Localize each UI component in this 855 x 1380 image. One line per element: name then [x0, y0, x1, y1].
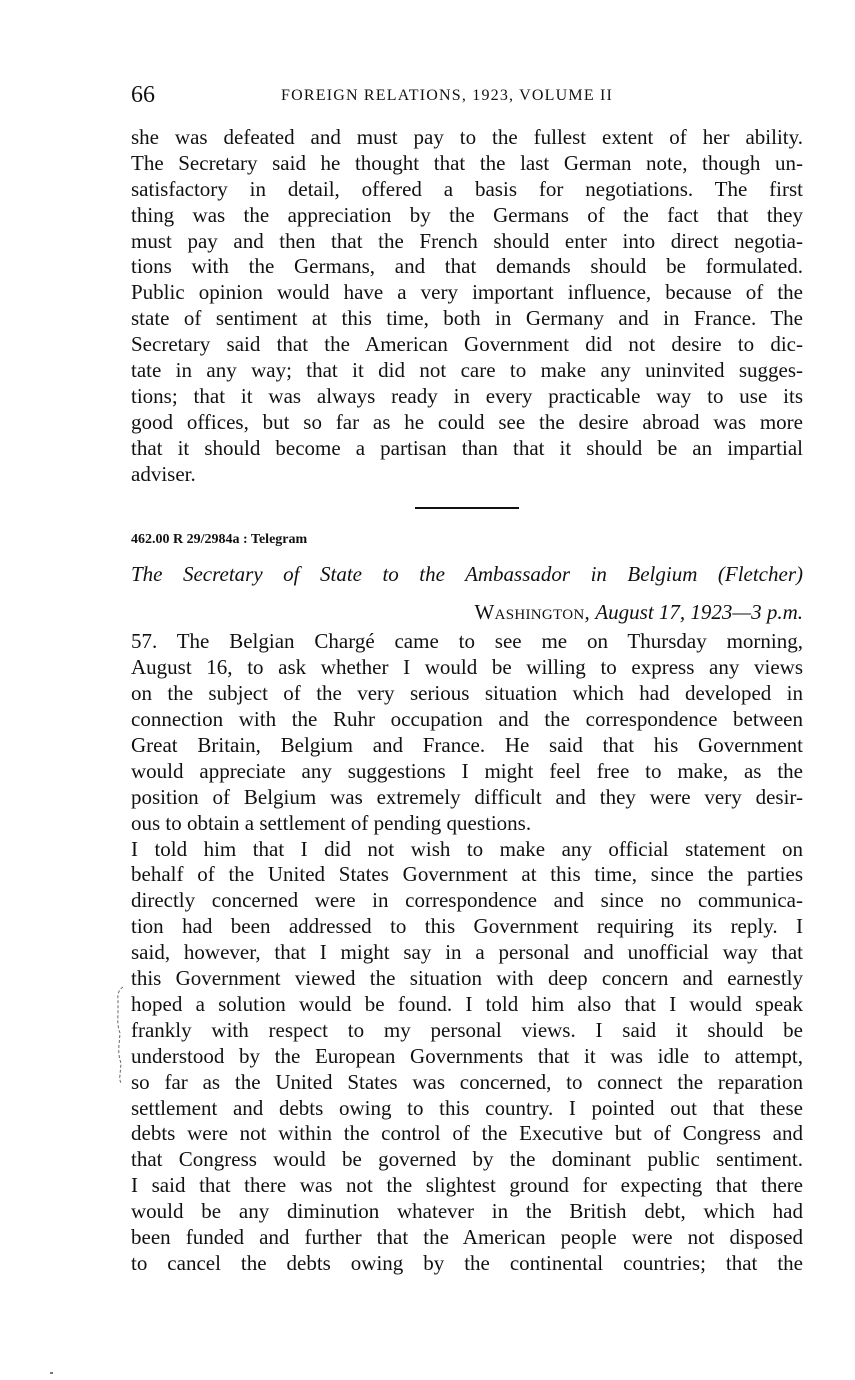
document-title: The Secretary of State to the Ambassador in Belgium (Fletcher) [131, 562, 803, 587]
text-line: understood by the European Governments that it was idle to attempt, [131, 1043, 803, 1068]
dateline-city: Washington, [474, 600, 591, 625]
text-line: that it should become a partisan than that it should be an impartial [131, 435, 803, 460]
text-line: that Congress would be governed by the dominant public sentiment. [131, 1147, 803, 1172]
text-line: hoped a solution would be found. I told him also that I would speak [131, 991, 803, 1016]
text-line: ous to obtain a settlement of pending questions. [131, 810, 532, 835]
margin-bracket-mark [114, 985, 126, 1085]
text-line: directly concerned were in correspondence and since no communica- [131, 888, 803, 913]
section-divider [415, 507, 519, 509]
page-body [131, 125, 803, 1277]
paragraph-2 [131, 629, 803, 836]
text-line: position of Belgium was extremely difficult and they were very desir- [131, 784, 803, 809]
text-line: 57. The Belgian Chargé came to see me on Thursday morning, [131, 629, 803, 654]
text-line: I said that there was not the slightest ground for expecting that there [131, 1173, 803, 1198]
text-line: this Government viewed the situation with deep concern and earnestly [131, 966, 803, 991]
text-line: tion had been addressed to this Government requiring its reply. I [131, 914, 803, 939]
text-line: said, however, that I might say in a personal and unofficial way that [131, 940, 803, 965]
page-header [131, 80, 803, 110]
text-line: would be any diminution whatever in the British debt, which had [131, 1199, 803, 1224]
dateline [131, 595, 803, 629]
text-line: to cancel the debts owing by the continental countries; that the [131, 1250, 803, 1275]
paragraph-3 [131, 837, 803, 1277]
paragraph-1 [131, 125, 803, 487]
text-line: been funded and further that the American people were not disposed [131, 1224, 803, 1249]
text-line: The Secretary said he thought that the last German note, though un- [131, 150, 803, 175]
text-line: Secretary said that the American Government did not desire to dic- [131, 332, 803, 357]
text-line: thing was the appreciation by the Germans of the fact that they [131, 202, 803, 227]
text-line: must pay and then that the French should enter into direct negotia- [131, 228, 803, 253]
text-line: connection with the Ruhr occupation and the correspondence between [131, 707, 803, 732]
text-line: on the subject of the very serious situation which had developed in [131, 681, 803, 706]
text-line: I told him that I did not wish to make any official statement on [131, 836, 803, 861]
text-line: state of sentiment at this time, both in Germany and in France. The [131, 306, 803, 331]
text-line: settlement and debts owing to this country. I pointed out that these [131, 1095, 803, 1120]
text-line: Great Britain, Belgium and France. He said that his Government [131, 733, 803, 758]
file-reference: 462.00 R 29/2984a : Telegram [131, 532, 308, 548]
running-title: FOREIGN RELATIONS, 1923, VOLUME II [281, 87, 614, 104]
text-line: satisfactory in detail, offered a basis for negotiations. The first [131, 176, 803, 201]
text-line: good offices, but so far as he could see the desire abroad was more [131, 409, 803, 434]
text-line: would appreciate any suggestions I might feel free to make, as the [131, 758, 803, 783]
text-line: tate in any way; that it did not care to make any uninvited sugges- [131, 358, 803, 383]
dateline-date: August 17, 1923—3 p.m. [595, 600, 803, 625]
text-line: so far as the United States was concerned, to connect the reparation [131, 1069, 803, 1094]
text-line: August 16, to ask whether I would be willing to express any views [131, 655, 803, 680]
text-line: debts were not within the control of the Executive but of Congress and [131, 1121, 803, 1146]
text-line: Public opinion would have a very important influence, because of the [131, 280, 803, 305]
text-line: behalf of the United States Government at this time, since the parties [131, 862, 803, 887]
page-speck [50, 1372, 53, 1374]
text-line: tions; that it was always ready in every practicable way to use its [131, 383, 803, 408]
page-number: 66 [131, 82, 155, 108]
text-line: adviser. [131, 461, 196, 486]
text-line: tions with the Germans, and that demands should be formulated. [131, 254, 803, 279]
text-line: frankly with respect to my personal views. I said it should be [131, 1017, 803, 1042]
text-line: she was defeated and must pay to the fullest extent of her ability. [131, 125, 803, 149]
